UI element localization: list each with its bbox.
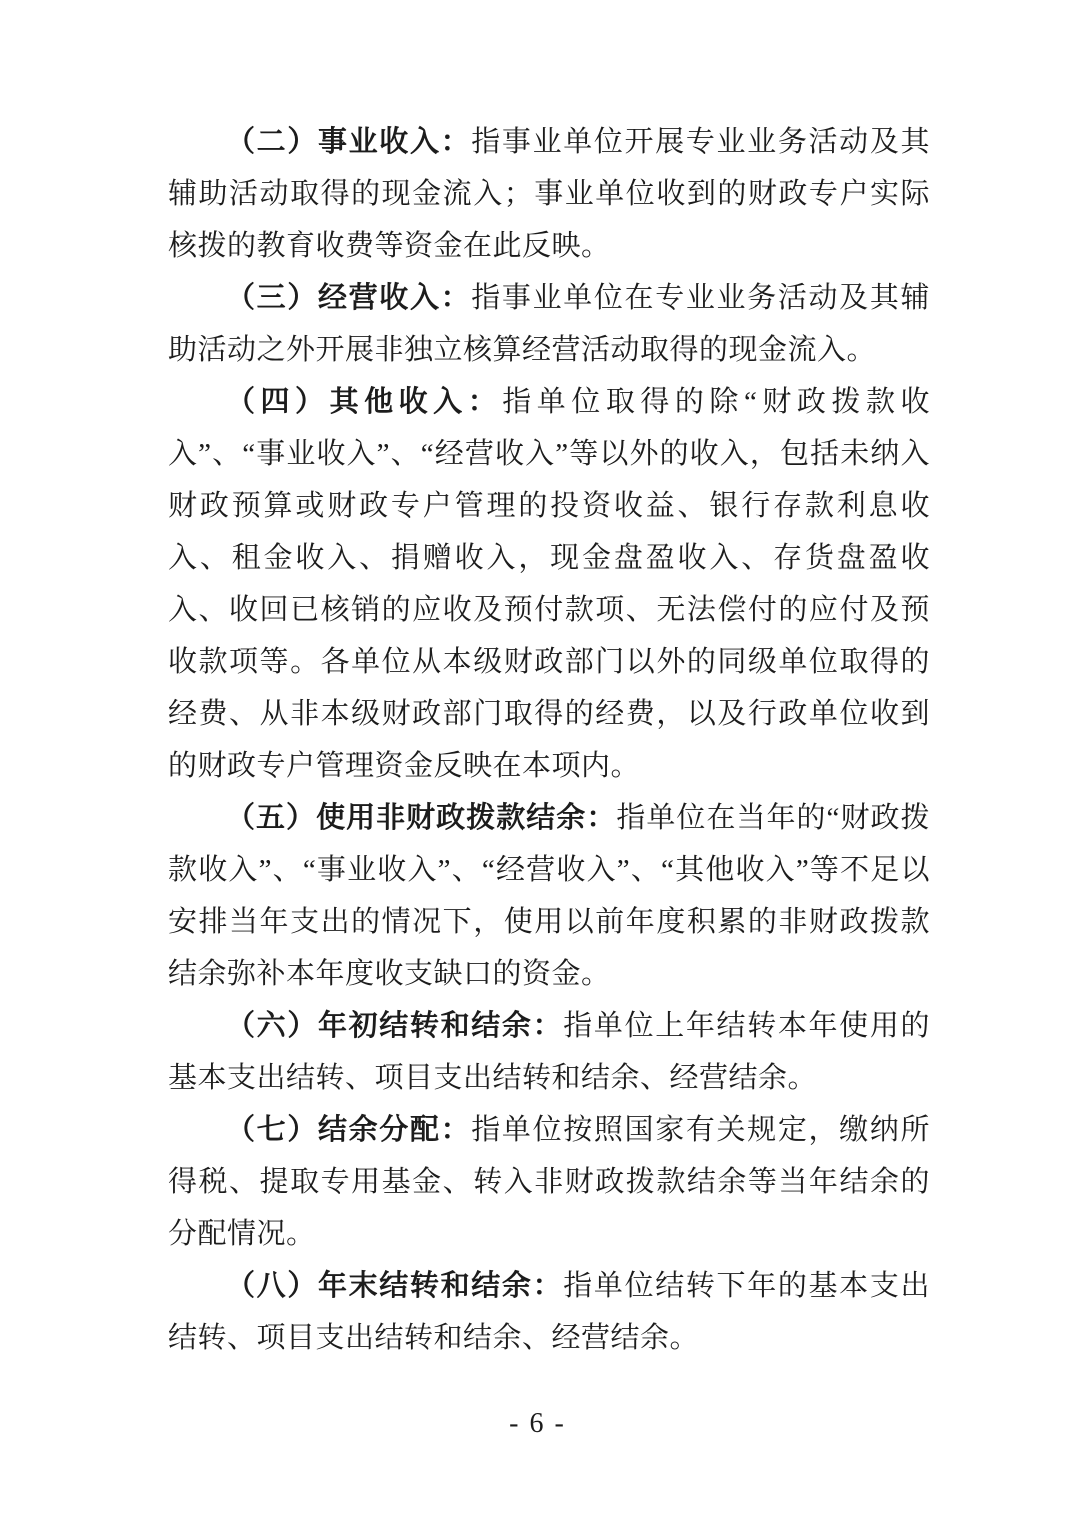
document-body [168,116,930,1364]
paragraph-heading: （六）年初结转和结余： [226,1010,564,1042]
paragraph-body: 指单位取得的除“财政拨款收入”、“事业收入”、“经营收入”等以外的收入，包括未纳入财政预算或财政专户管理的投资收益、银行存款利息收入、租金收入、捐赠收入，现金盘盈收入、存货盘盈收入、收回已核销的应收及预付款项、无法偿付的应付及预收款项等。各单位从本级财政部门以外的同级单位取得的经费、从非本级财政部门取得的经费，以及行政单位收到的财政专户管理资金反映在本项内。 [168,386,930,782]
paragraph [168,792,930,1000]
paragraph-heading: （七）结余分配： [226,1114,472,1146]
paragraph-body: 指单位在当年的“财政拨款收入”、“事业收入”、“经营收入”、“其他收入”等不足以安排当年支出的情况下，使用以前年度积累的非财政拨款结余弥补本年度收支缺口的资金。 [168,802,930,990]
paragraph-body: 指单位结转下年的基本支出结转、项目支出结转和结余、经营结余。 [168,1270,930,1354]
paragraph-heading: （五）使用非财政拨款结余： [226,802,617,834]
paragraph-body: 指单位按照国家有关规定，缴纳所得税、提取专用基金、转入非财政拨款结余等当年结余的分配情况。 [168,1114,930,1250]
paragraph-body: 指单位上年结转本年使用的基本支出结转、项目支出结转和结余、经营结余。 [168,1010,930,1094]
paragraph [168,376,930,792]
paragraph-body: 指事业单位开展专业业务活动及其辅助活动取得的现金流入；事业单位收到的财政专户实际核拨的教育收费等资金在此反映。 [168,126,930,262]
page-number: - 6 - [509,1408,566,1439]
paragraph [168,272,930,376]
paragraph-heading: （八）年末结转和结余： [226,1270,564,1302]
paragraph-body: 指事业单位在专业业务活动及其辅助活动之外开展非独立核算经营活动取得的现金流入。 [168,282,930,366]
paragraph [168,1104,930,1260]
paragraph-heading: （四）其他收入： [226,386,503,418]
paragraph [168,116,930,272]
paragraph-heading: （二）事业收入： [226,126,472,158]
paragraph [168,1260,930,1364]
paragraph [168,1000,930,1104]
paragraph-heading: （三）经营收入： [226,282,472,314]
